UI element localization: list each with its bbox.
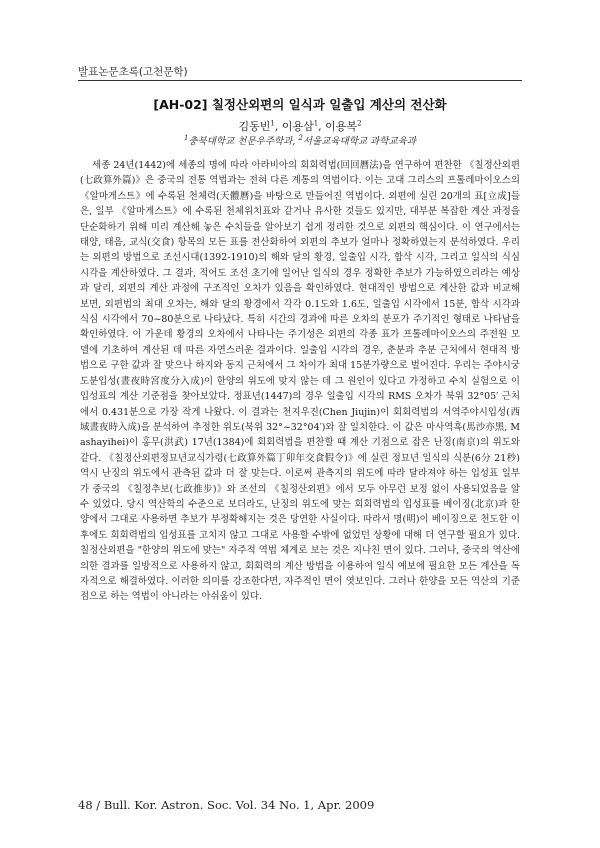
author-name: 김동빈 — [238, 120, 271, 133]
section-header: 발표논문초록(고천문학) — [78, 66, 188, 78]
author-list — [78, 118, 522, 134]
author-separator: , — [318, 120, 326, 133]
abstract-body: 세종 24년(1442)에 세종의 명에 따라 아라비아의 회회력법(回回曆法)을 연구하여 편찬한 《칠정산외편(七政算外篇)》은 중국의 전통 역법과는 전혀 다른 계통의 역법이다. 이는 고대 그리스의 프톨레마이오스의 《알마게스트》에 수록된 천체력(天體曆)을 바탕으로 만들어진 역법이다. 외편에 실린 20개의 표[立成]들은, 일부 《알마게스트》에 수록된 천체위치표와 같거나 유사한 것들도 있지만, 대부분 복잡한 계산 과정을 단순화하기 위해 미리 계산해 놓은 수치들을 알아보기 쉽게 정리한 것으로 외편의 핵심이다. 이 연구에서는 태양, 태음, 교식(交食) 항목의 모든 표를 전산화하여 외편의 추보가 얼마나 정확하였는지 분석하였다. 우리는 외편의 방법으로 조선시대(1392-1910)의 해와 달의 황경, 일출입 시각, 합삭 시각, 그리고 일식의 식심 시각을 계산하였다. 그 결과, 적어도 조선 초기에 일어난 일식의 경우 정확한 추보가 가능하였으리라는 예상과 달리, 외편의 계산 과정에 구조적인 오차가 있음을 확인하였다. 현대적인 방법으로 계산한 값과 비교해 보면, 외편법의 최대 오차는, 해와 달의 황경에서 각각 0.1도와 1.6도, 일출입 시각에서 15분, 합삭 시각과 식심 시각에서 70~80분으로 나타났다. 특히 시간의 경과에 따른 오차의 분포가 주기적인 형태로 나타남을 확인하였다. 이 가운데 황경의 오차에서 나타나는 주기성은 외편의 각종 표가 프톨레마이오스의 주전원 모델에 기초하여 계산된 데 따른 자연스러운 결과이다. 일출입 시각의 경우, 춘분과 추분 근처에서 현대적 방법으로 구한 값과 잘 맞으나 하지와 동지 근처에서 그 차이가 최대 15분가량으로 벌어진다. 우리는 주야시궁도분입성(晝夜時宮度分入成)이 한양의 위도에 맞지 않는 데 그 원인이 있다고 가정하고 수치 실험으로 이 입성표의 계산 기준점을 찾아보았다. 정표년(1447)의 경우 일출입 시각의 RMS 오차가 북위 32°05′ 근처에서 0.431분으로 가장 작게 나왔다. 이 결과는 천지우진(Chen Jiujin)이 회회력법의 서역주야시입성(西域晝夜時入成)을 분석하여 추정한 위도(북위 32°~32°04′)와 잘 일치한다. 이 값은 마사역흑(馬沙亦黑, Mashayihei)이 홍무(洪武) 17년(1384)에 회회력법을 편찬할 때 계산 기점으로 잡은 난징(南京)의 위도와 같다. 《칠정산외편정묘년교식가령(七政算外篇丁卯年交食假令)》에 실린 정묘년 일식의 식분(6分 21秒) 역시 난징의 위도에서 관측된 값과 더 잘 맞는다. 이로써 관측지의 위도에 따라 달라져야 하는 입성표 일부가 중국의 《칠정추보(七政推步)》와 조선의 《칠정산외편》에서 모두 아무런 보정 없이 사용되었음을 알 수 있었다. 당시 역산학의 수준으로 보더라도, 난징의 위도에 맞는 회회력법의 입성표를 베이징(北京)과 한양에서 그대로 사용하면 추보가 부정확해지는 것은 당연한 사실이다. 따라서 명(明)이 베이징으로 천도한 이후에도 회회력법의 입성표를 고치지 않고 그대로 사용할 수밖에 없었던 상황에 대해 더 연구할 필요가 있다. 칠정산외편을 "한양의 위도에 맞는" 자주적 역법 체계로 보는 것은 지나친 면이 있다. 그러나, 중국의 역산에 의한 결과를 일방적으로 사용하지 않고, 회회력의 계산 방법을 이용하여 일식 예보에 필요한 모든 계산을 독자적으로 해결하였다. 이러한 의미를 강조한다면, 자주적인 면이 엿보인다. 그러나 한양을 모든 역산의 기준점으로 하는 역법이 아니라는 아쉬움이 있다. — [80, 160, 520, 603]
affiliation-separator: , — [292, 136, 299, 147]
header-divider — [78, 80, 522, 81]
author-mark: 1 — [313, 119, 319, 128]
affiliation-name: 충북대학교 천문우주학과 — [188, 136, 293, 147]
author-mark: 1 — [270, 119, 275, 128]
page-footer: 48 / Bull. Kor. Astron. Soc. Vol. 34 No. 1, Apr. 2009 — [78, 798, 375, 812]
author-name: 이용복 — [325, 120, 358, 133]
affiliation-mark: 2 — [298, 133, 303, 142]
affiliation-list — [78, 133, 522, 147]
affiliation-mark: 1 — [183, 133, 189, 142]
author-mark: 2 — [357, 119, 362, 128]
paper-title: [AH-02] 칠정산외편의 일식과 일출입 계산의 전산화 — [153, 97, 447, 112]
affiliation-name: 서울교육대학교 과학교육과 — [302, 136, 417, 147]
author-name: 이용삼 — [281, 120, 314, 133]
author-separator: , — [274, 120, 282, 133]
